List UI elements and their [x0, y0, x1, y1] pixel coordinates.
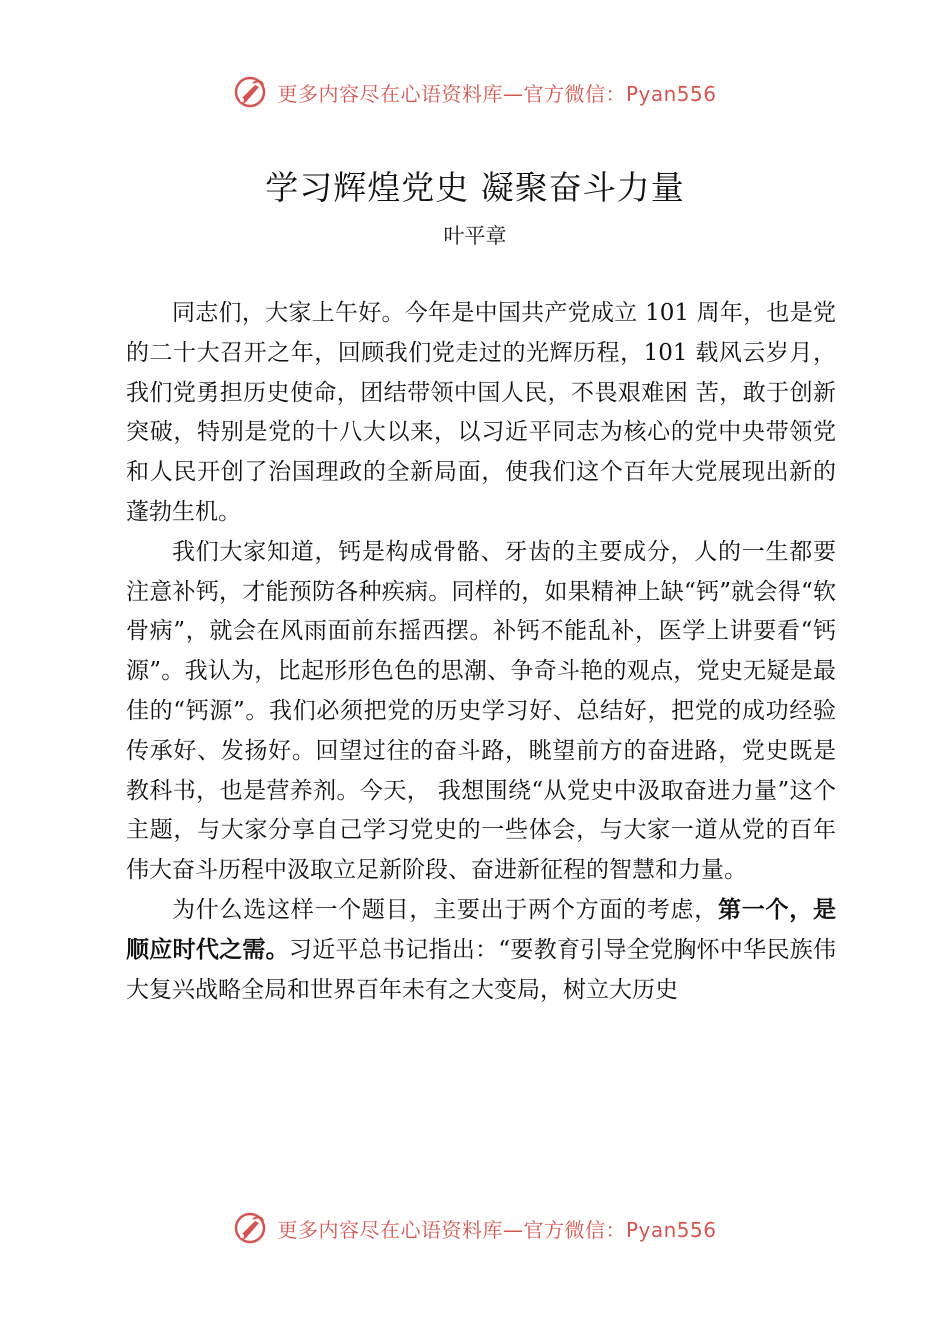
paragraph-3 — [126, 891, 836, 1010]
header-watermark — [0, 72, 950, 112]
paragraph-3-rest: 习近平总书记指出：“要教育引导全党胸怀中华民族伟大复兴战略全局和世界百年未有之大变局，树立大历史 — [126, 936, 836, 1003]
pen-logo-icon — [233, 1211, 267, 1245]
document-author: 叶平章 — [443, 224, 507, 248]
paragraph-3-lead: 为什么选这样一个题目，主要出于两个方面的考虑， — [172, 896, 719, 923]
watermark-text: 更多内容尽在心语资料库—官方微信：Pyan556 — [277, 1217, 717, 1242]
watermark-text: 更多内容尽在心语资料库—官方微信：Pyan556 — [277, 81, 717, 106]
paragraph-1: 同志们，大家上午好。今年是中国共产党成立 101 周年，也是党的二十大召开之年，回顾我们党走过的光辉历程，101 载风云岁月，我们党勇担历史使命，团结带领中国人民，不畏艰难困 苦，敢于创新突破，特别是党的十八大以来，以习近平同志为核心的党中央带领党和人民开创了治国理政的全新局面，使我们这个百年大党展现出新的蓬勃生机。 — [126, 300, 836, 525]
paragraph-3-bold-heading: 第一个，是顺应时代之需。 — [126, 896, 837, 963]
pen-logo-icon — [233, 75, 267, 109]
document-body — [126, 294, 836, 1010]
paragraph-2: 我们大家知道，钙是构成骨骼、牙齿的主要成分，人的一生都要注意补钙，才能预防各种疾病。同样的，如果精神上缺“钙”就会得“软骨病”，就会在风雨面前东摇西摆。补钙不能乱补，医学上讲要看“钙源”。我认为，比起形形色色的思潮、争奇斗艳的观点，党史无疑是最佳的“钙源”。我们必须把党的历史学习好、总结好，把党的成功经验传承好、发扬好。回望过往的奋斗路，眺望前方的奋进路，党史既是教科书，也是营养剂。今天， 我想围绕“从党史中汲取奋进力量”这个主题，与大家分享自己学习党史的一些体会，与大家一道从党的百年伟大奋斗历程中汲取立足新阶段、奋进新征程的智慧和力量。 — [126, 538, 836, 884]
footer-watermark — [0, 1208, 950, 1248]
document-title: 学习辉煌党史 凝聚奋斗力量 — [265, 168, 685, 207]
